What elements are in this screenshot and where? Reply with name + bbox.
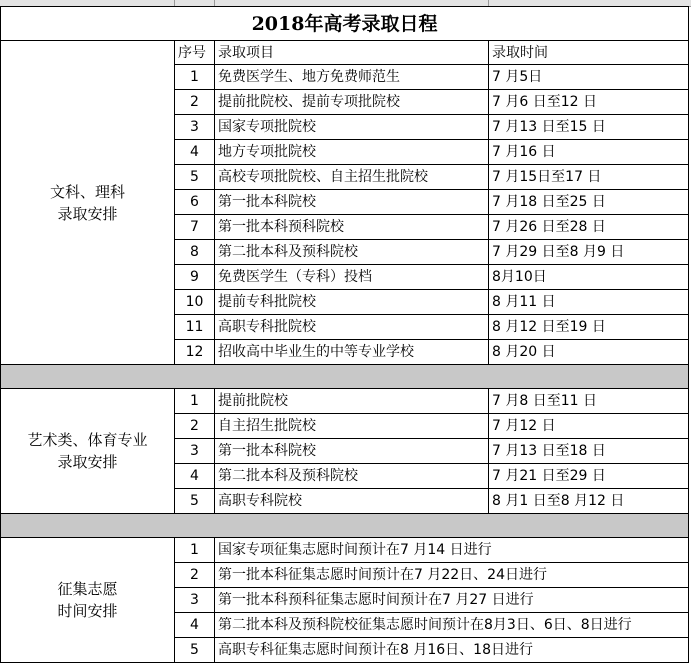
row-item: 第一批本科预科征集志愿时间预计在7 月27 日进行	[215, 588, 689, 613]
row-item: 提前专科批院校	[215, 290, 489, 315]
group-label-line: 文科、理科	[49, 182, 125, 201]
row-item: 高职专科征集志愿时间预计在8 月16日、18日进行	[215, 638, 689, 663]
row-item: 第二批本科及预科院校征集志愿时间预计在8月3日、6日、8日进行	[215, 613, 689, 638]
row-time: 7 月16 日	[489, 140, 689, 165]
separator-cell	[1, 514, 689, 538]
row-item: 提前批院校、提前专项批院校	[215, 90, 489, 115]
group-label-line: 录取安排	[57, 204, 118, 223]
row-time: 8 月12 日至19 日	[489, 315, 689, 340]
row-item: 地方专项批院校	[215, 140, 489, 165]
row-item: 高职专科院校	[215, 489, 489, 514]
row-seq: 3	[175, 588, 215, 613]
table-row	[1, 538, 689, 563]
separator-row	[1, 514, 689, 538]
row-seq: 5	[175, 165, 215, 190]
row-time: 7 月13 日至15 日	[489, 115, 689, 140]
row-item: 第二批本科及预科院校	[215, 240, 489, 265]
header-time: 录取时间	[489, 41, 689, 65]
row-item: 第一批本科院校	[215, 190, 489, 215]
row-time: 7 月13 日至18 日	[489, 439, 689, 464]
row-time: 7 月5日	[489, 65, 689, 90]
row-seq: 3	[175, 439, 215, 464]
row-item: 免费医学生（专科）投档	[215, 265, 489, 290]
row-time: 8月10日	[489, 265, 689, 290]
group-label-line: 时间安排	[57, 602, 118, 620]
row-seq: 7	[175, 215, 215, 240]
row-seq: 4	[175, 140, 215, 165]
row-item: 高校专项批院校、自主招生批院校	[215, 165, 489, 190]
group-label-line: 录取安排	[57, 453, 118, 471]
row-time: 7 月6 日至12 日	[489, 90, 689, 115]
row-seq: 1	[175, 538, 215, 563]
row-seq: 9	[175, 265, 215, 290]
page-title: 2018年高考录取日程	[1, 7, 689, 41]
row-item: 自主招生批院校	[215, 414, 489, 439]
group-label-line: 征集志愿	[57, 580, 118, 598]
row-time: 8 月20 日	[489, 340, 689, 365]
row-item: 第一批本科预科院校	[215, 215, 489, 240]
row-item: 招收高中毕业生的中等专业学校	[215, 340, 489, 365]
row-item: 高职专科批院校	[215, 315, 489, 340]
row-seq: 1	[175, 65, 215, 90]
row-time: 7 月12 日	[489, 414, 689, 439]
row-seq: 2	[175, 90, 215, 115]
group-label-line: 艺术类、体育专业	[27, 431, 148, 449]
row-time: 7 月8 日至11 日	[489, 389, 689, 414]
group-label	[1, 41, 175, 365]
row-time: 8 月1 日至8 月12 日	[489, 489, 689, 514]
admission-schedule-table	[0, 6, 689, 663]
row-seq: 12	[175, 340, 215, 365]
header-seq: 序号	[175, 41, 215, 65]
row-seq: 6	[175, 190, 215, 215]
row-seq: 8	[175, 240, 215, 265]
row-seq: 10	[175, 290, 215, 315]
table-row	[1, 389, 689, 414]
row-item: 第二批本科及预科院校	[215, 464, 489, 489]
row-item: 第一批本科征集志愿时间预计在7 月22日、24日进行	[215, 563, 689, 588]
row-seq: 3	[175, 115, 215, 140]
row-time: 7 月21 日至29 日	[489, 464, 689, 489]
row-time: 8 月11 日	[489, 290, 689, 315]
header-row	[1, 41, 689, 65]
row-seq: 1	[175, 389, 215, 414]
row-seq: 5	[175, 638, 215, 663]
header-item: 录取项目	[215, 41, 489, 65]
row-time: 7 月26 日至28 日	[489, 215, 689, 240]
row-time: 7 月18 日至25 日	[489, 190, 689, 215]
row-item: 国家专项批院校	[215, 115, 489, 140]
row-seq: 5	[175, 489, 215, 514]
separator-cell	[1, 365, 689, 389]
row-seq: 4	[175, 613, 215, 638]
row-time: 7 月15日至17 日	[489, 165, 689, 190]
row-seq: 2	[175, 414, 215, 439]
row-time: 7 月29 日至8 月9 日	[489, 240, 689, 265]
separator-row	[1, 365, 689, 389]
row-item: 免费医学生、地方免费师范生	[215, 65, 489, 90]
group-label	[1, 389, 175, 514]
row-seq: 11	[175, 315, 215, 340]
title-row	[1, 7, 689, 41]
row-seq: 2	[175, 563, 215, 588]
row-seq: 4	[175, 464, 215, 489]
group-label	[1, 538, 175, 663]
row-item: 国家专项征集志愿时间预计在7 月14 日进行	[215, 538, 689, 563]
row-item: 第一批本科院校	[215, 439, 489, 464]
row-item: 提前批院校	[215, 389, 489, 414]
